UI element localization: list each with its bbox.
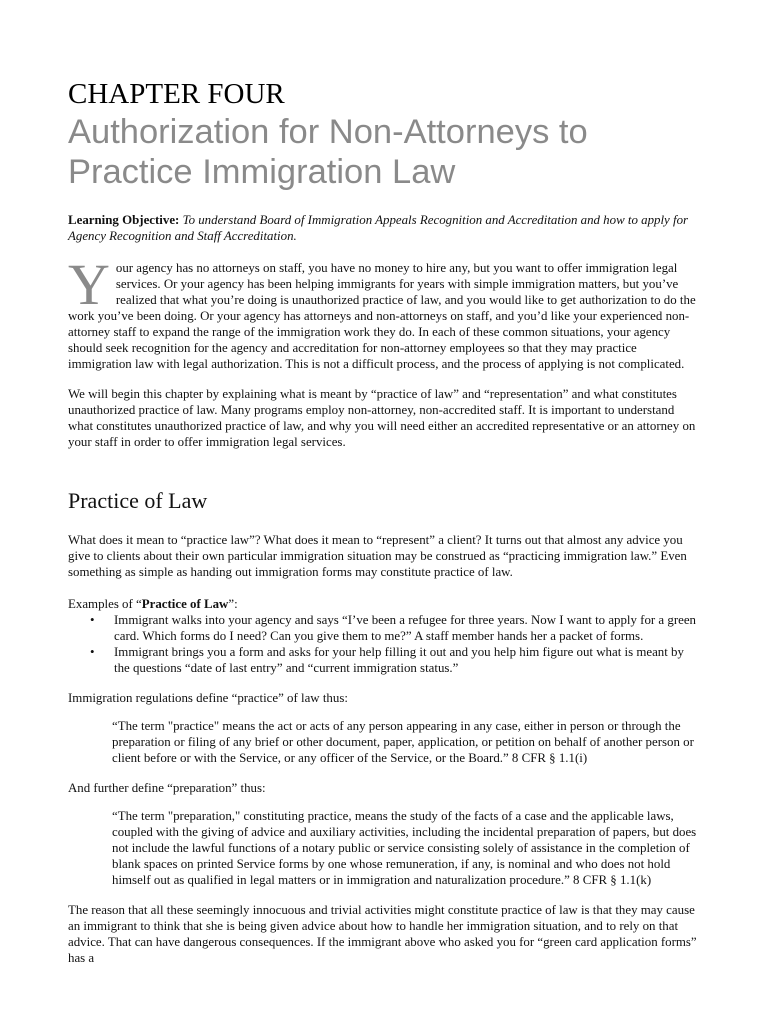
learning-objective [68,212,698,244]
chapter-title: Authorization for Non-Attorneys to Practice Immigration Law [68,113,588,191]
learning-objective-label: Learning Objective: [68,213,180,227]
examples-label [68,596,698,612]
preparation-intro: And further define “preparation” thus: [68,781,266,795]
section-heading: Practice of Law [68,488,208,513]
examples-list [68,612,698,676]
bullet-icon: • [90,645,95,659]
intro-paragraph [68,252,698,372]
examples-suffix: ”: [228,597,238,611]
examples-bold: Practice of Law [141,597,229,611]
list-item-text: Immigrant brings you a form and asks for your help filling it out and you help him figure out what is meant by the questions “date of last entry” and “current immigration status.” [114,645,684,675]
intro-text: our agency has no attorneys on staff, you have no money to hire any, but you want to offer immigration legal services. Or your agency has been helping immigrants for years with simple immigration matters, but you’ve realized that what you’re doing is unauthorized practice of law, and you would like to get authorization to do the work you’ve been doing. Or your agency has attorneys and non-attorneys on staff, and you’d like your experienced non-attorney staff to expand the range of the immigration work they do. In each of these common situations, your agency should seek recognition for the agency and accreditation for non-attorney employees so that they may practice immigration law with legal authorization. This is not a difficult process, and the process of applying is not complicated. [68,261,696,371]
regulations-intro: Immigration regulations define “practice” of law thus: [68,691,348,705]
practice-law-paragraph: What does it mean to “practice law”? What does it mean to “represent” a client? It turns out that almost any advice you give to clients about their own particular immigration situation may be construed as “practicing immigration law.” Even something as simple as handing out immigration forms may constitute practice of law. [68,533,687,579]
bullet-icon: • [90,613,95,627]
list-item [90,612,698,644]
chapter-overview-paragraph: We will begin this chapter by explaining what is meant by “practice of law” and “representation” and what constitutes unauthorized practice of law. Many programs employ non-attorney, non-accredited staff. It is important to understand what constitutes unauthorized practice of law, and why you will need either an accredited representative or an attorney on your staff in order to offer immigration legal services. [68,387,696,449]
closing-paragraph: The reason that all these seemingly innocuous and trivial activities might constitute practice of law is that they may cause an immigrant to think that she is being given advice about how to handle her immigration situation, and to rely on that advice. That can have dangerous consequences. If the immigrant above who asked you for “green card application forms” has a [68,903,697,965]
list-item-text: Immigrant walks into your agency and says “I’ve been a refugee for three years. Now I want to apply for a green card. Which forms do I need? Can you give them to me?” A staff member hands her a packet of forms. [114,613,696,643]
drop-cap: Y [68,252,110,317]
practice-definition-quote: “The term "practice" means the act or acts of any person appearing in any case, either in person or through the preparation or filing of any brief or other document, paper, application, or petition on behalf of another person or client before or with the Service, or any officer of the Service, or the Board.” 8 CFR § 1.1(i) [112,719,694,765]
preparation-definition-quote: “The term "preparation," constituting practice, means the study of the facts of a case and the applicable laws, coupled with the giving of advice and auxiliary activities, including the incidental preparation of papers, but does not include the lawful functions of a notary public or service consisting solely of assistance in the completion of blank spaces on printed Service forms by one whose remuneration, if any, is nominal and who does not hold himself out as qualified in legal matters or in immigration and naturalization procedure.” 8 CFR § 1.1(k) [112,809,697,887]
examples-prefix: Examples of “ [68,597,142,611]
list-item [90,644,698,676]
learning-objective-text: To understand Board of Immigration Appeals Recognition and Accreditation and how to apply for Agency Recognition and Staff Accreditation. [68,213,689,243]
chapter-label: CHAPTER FOUR [68,78,285,110]
